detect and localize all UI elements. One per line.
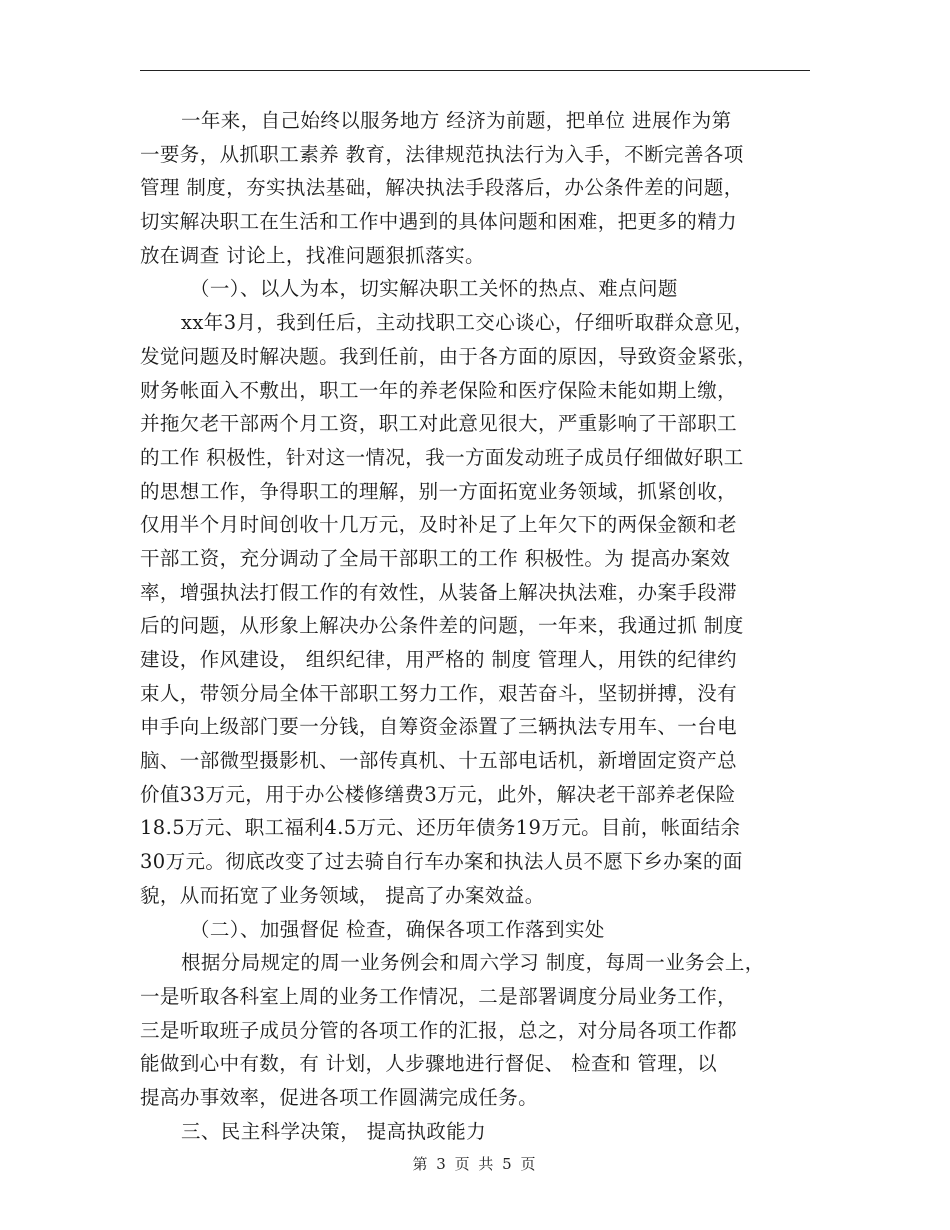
- text-line: 发觉问题及时解决题。我到任前，由于各方面的原因，导致资金紧张，: [140, 344, 757, 368]
- text-line: 一要务，从抓职工素养 教育，法律规范执法行为入手，不断完善各项: [140, 142, 744, 166]
- text-line: 切实解决职工在生活和工作中遇到的具体问题和困难，把更多的精力: [140, 210, 738, 234]
- document-body: [140, 104, 820, 1148]
- text-line: 放在调查 讨论上，找准问题狠抓落实。: [140, 243, 485, 267]
- text-line: 脑、一部微型摄影机、一部传真机、十五部电话机，新增固定资产总: [140, 749, 738, 773]
- text-line: 价值33万元，用于办公楼修缮费3万元，此外，解决老干部养老保险: [140, 782, 736, 806]
- text-line: 一是听取各科室上周的业务工作情况，二是部署调度分局业务工作，: [140, 984, 738, 1008]
- text-line: 率，增强执法打假工作的有效性，从装备上解决执法难，办案手段滞: [140, 580, 738, 604]
- text-line: 的思想工作，争得职工的理解，别一方面拓宽业务领域，抓紧创收，: [140, 479, 738, 503]
- page-number-footer: 第 3 页 共 5 页: [412, 1155, 538, 1173]
- text-line: 的工作 积极性，针对这一情况，我一方面发动班子成员仔细做好职工: [140, 445, 744, 469]
- text-line: 管理 制度，夯实执法基础，解决执法手段落后，办公条件差的问题，: [140, 176, 744, 200]
- text-line: xx年3月，我到任后，主动找职工交心谈心，仔细听取群众意见，: [181, 311, 754, 335]
- text-line: 30万元。彻底改变了过去骑自行车办案和执法人员不愿下乡办案的面: [140, 850, 743, 874]
- text-line: （二）、加强督促 检查，确保各项工作落到实处: [190, 917, 605, 941]
- text-line: 三、民主科学决策， 提高执政能力: [181, 1119, 487, 1143]
- text-line: 干部工资，充分调动了全局干部职工的工作 积极性。为 提高办案效: [140, 546, 731, 570]
- text-line: 财务帐面入不敷出，职工一年的养老保险和医疗保险未能如期上缴，: [140, 378, 738, 402]
- text-line: （一）、以人为本，切实解决职工关怀的热点、难点问题: [190, 277, 678, 301]
- text-line: 束人，带领分局全体干部职工努力工作，艰苦奋斗，坚韧拼搏，没有: [140, 681, 738, 705]
- text-line: 根据分局规定的周一业务例会和周六学习 制度，每周一业务会上，: [181, 951, 765, 975]
- text-line: 18.5万元、职工福利4.5万元、还历年债务19万元。目前，帐面结余: [140, 816, 741, 840]
- text-line: 仅用半个月时间创收十几万元，及时补足了上年欠下的两保金额和老: [140, 513, 738, 537]
- text-line: 后的问题，从形象上解决办公条件差的问题，一年来，我通过抓 制度: [140, 614, 744, 638]
- text-line: 提高办事效率，促进各项工作圆满完成任务。: [140, 1085, 539, 1109]
- text-line: 一年来，自己始终以服务地方 经济为前题，把单位 进展作为第: [181, 109, 732, 132]
- text-line: 申手向上级部门要一分钱，自筹资金添置了三辆执法专用车、一台电: [140, 715, 738, 739]
- text-line: 建设，作风建设， 组织纪律，用严格的 制度 管理人，用铁的纪律约: [140, 648, 737, 671]
- text-line: 貌，从而拓宽了业务领域， 提高了办案效益。: [140, 883, 545, 907]
- text-line: 并拖欠老干部两个月工资，职工对此意见很大，严重影响了干部职工: [140, 412, 738, 436]
- header-rule: [140, 70, 810, 71]
- text-line: 能做到心中有数，有 计划，人步骤地进行督促、 检查和 管理，以: [140, 1052, 717, 1076]
- text-line: 三是听取班子成员分管的各项工作的汇报，总之，对分局各项工作都: [140, 1018, 738, 1042]
